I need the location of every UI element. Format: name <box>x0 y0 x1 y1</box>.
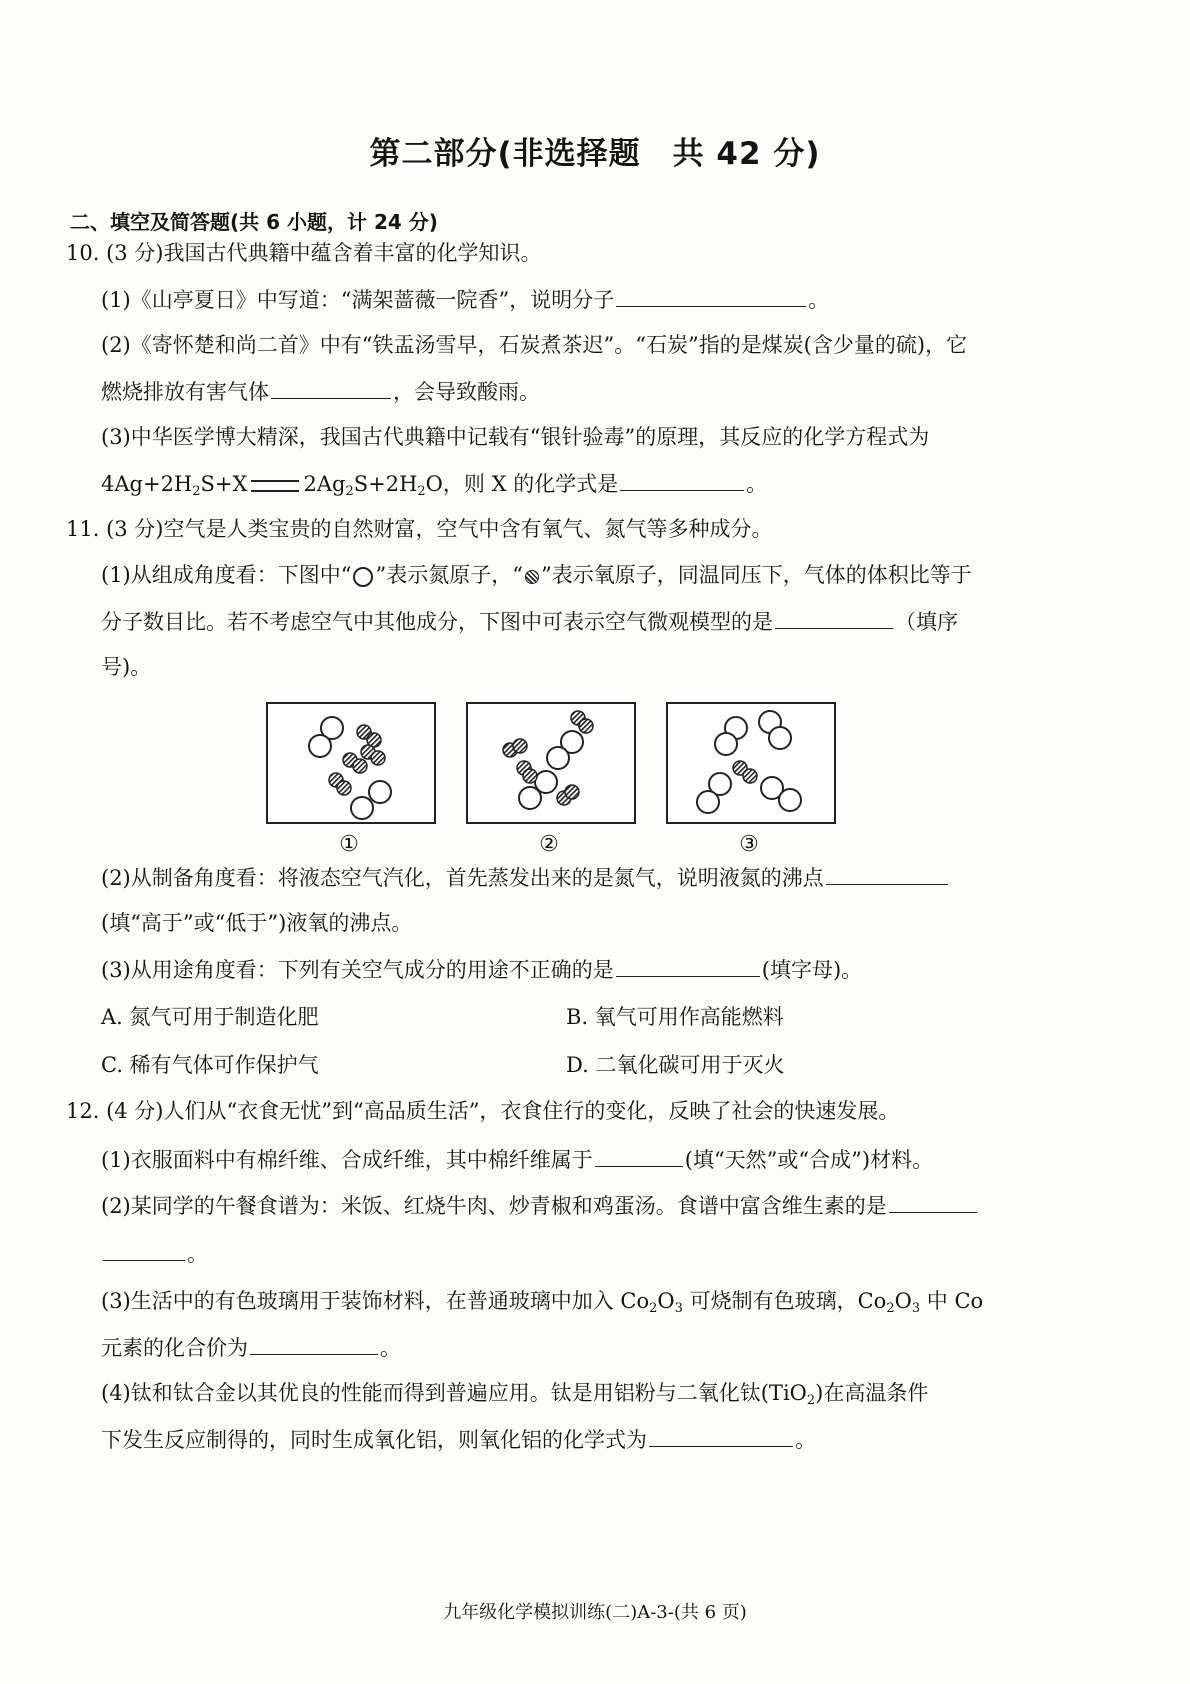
q12-part1-text: (1)衣服面料中有棉纤维、合成纤维，其中棉纤维属于 <box>101 1148 593 1172</box>
q11-part1-text-c: ”表示氧原子，同温同压下，气体的体积比等于 <box>540 563 972 587</box>
q11-part2-line2: (填“高于”或“低于”)液氧的沸点。 <box>101 911 413 935</box>
q12-part2-line1 <box>101 1190 979 1221</box>
answer-blank[interactable] <box>620 468 744 491</box>
subscript: 2 <box>345 484 354 499</box>
oxygen-atom-icon <box>525 570 539 584</box>
q12-part3-text-e: 中 Co <box>920 1289 984 1313</box>
q12-part3-line1 <box>101 1286 983 1316</box>
q10-part2-text: 燃烧排放有害气体 <box>101 380 269 404</box>
answer-blank[interactable] <box>595 1144 683 1167</box>
answer-blank[interactable] <box>616 954 760 977</box>
q10-part2-line1: (2)《寄怀楚和尚二首》中有“铁盂汤雪早，石炭煮茶迟”。“石炭”指的是煤炭(含少量的硫)，它 <box>101 333 968 357</box>
q12-part3-text-f: 元素的化合价为 <box>101 1336 248 1360</box>
q12-part2-text: (2)某同学的午餐食谱为：米饭、红烧牛肉、炒青椒和鸡蛋汤。食谱中富含维生素的是 <box>101 1194 887 1218</box>
q10-part3-end: 。 <box>746 472 768 496</box>
q10-part1-text: (1)《山亭夏日》中写道：“满架蔷薇一院香”，说明分子 <box>101 288 615 312</box>
answer-blank[interactable] <box>271 376 391 399</box>
model-box-1 <box>266 702 436 824</box>
subscript: 3 <box>674 1301 683 1316</box>
q10-part1-end: 。 <box>808 288 830 312</box>
q10-part2-line2 <box>101 376 540 407</box>
subscript: 3 <box>911 1301 921 1316</box>
q11-part2-text: (2)从制备角度看：将液态空气汽化，首先蒸发出来的是氮气，说明液氮的沸点 <box>101 866 824 890</box>
eq-reactant: S+X <box>200 472 248 496</box>
model-label-2: ② <box>539 832 559 857</box>
model-box-3 <box>666 702 836 824</box>
model-label-1: ① <box>339 832 359 857</box>
q12-part4-line2 <box>101 1424 816 1455</box>
q11-part3-end: (填字母)。 <box>761 958 863 982</box>
q11-part1-line3: 号)。 <box>101 655 152 679</box>
option-c: C. 稀有气体可作保护气 <box>101 1053 319 1077</box>
q10-part1 <box>101 284 829 315</box>
subscript: 2 <box>417 484 426 499</box>
page-title: 第二部分(非选择题 共 42 分) <box>369 136 821 172</box>
q12-part4-line1 <box>101 1378 928 1408</box>
model-label-3: ③ <box>739 832 759 857</box>
equal-sign-icon <box>251 480 299 492</box>
q12-stem: 12. (4 分)人们从“衣食无忧”到“高品质生活”，衣食住行的变化，反映了社会的快速发展。 <box>66 1099 900 1123</box>
q12-part3-text-b: O <box>657 1289 675 1313</box>
eq-right: 2Ag <box>303 472 346 496</box>
eq-question: O，则 X 的化学式是 <box>425 472 619 496</box>
q10-part2-end: ，会导致酸雨。 <box>393 380 540 404</box>
q12-part3-line2 <box>101 1332 401 1363</box>
q11-part1-text-d: 分子数目比。若不考虑空气中其他成分，下图中可表示空气微观模型的是 <box>101 610 773 634</box>
answer-blank[interactable] <box>250 1332 378 1355</box>
q12-part3-end: 。 <box>380 1336 401 1360</box>
answer-blank[interactable] <box>775 606 893 629</box>
q12-part2-line2 <box>101 1238 208 1269</box>
q12-part4-text-b: )在高温条件 <box>815 1381 929 1405</box>
subscript: 2 <box>649 1301 658 1316</box>
nitrogen-atom-icon <box>353 567 373 587</box>
q12-part4-text-c: 下发生反应制得的，同时生成氧化铝，则氧化铝的化学式为 <box>101 1428 647 1452</box>
answer-blank[interactable] <box>616 284 806 307</box>
q10-stem: 10. (3 分)我国古代典籍中蕴含着丰富的化学知识。 <box>66 241 542 265</box>
subscript: 2 <box>886 1301 895 1316</box>
subscript: 2 <box>806 1393 816 1408</box>
answer-blank[interactable] <box>889 1190 977 1213</box>
option-a: A. 氮气可用于制造化肥 <box>101 1005 319 1029</box>
page-footer: 九年级化学模拟训练(二)A-3-(共 6 页) <box>443 1602 747 1623</box>
q11-part2-line1 <box>101 862 950 893</box>
q11-stem: 11. (3 分)空气是人类宝贵的自然财富，空气中含有氧气、氮气等多种成分。 <box>66 517 773 541</box>
option-b: B. 氧气可用作高能燃料 <box>566 1005 784 1029</box>
q11-part1-line2 <box>101 606 958 637</box>
q12-part1-end: (填“天然”或“合成”)材料。 <box>684 1148 934 1172</box>
q11-part3 <box>101 954 862 985</box>
q12-part3-text-c: 可烧制有色玻璃，Co <box>682 1289 887 1313</box>
answer-blank[interactable] <box>103 1238 185 1261</box>
q11-part1-text-e: （填序 <box>895 610 958 634</box>
q12-part3-text-d: O <box>894 1289 912 1313</box>
q11-part1-line1 <box>101 560 972 590</box>
answer-blank[interactable] <box>826 862 948 885</box>
q11-part1-text-a: (1)从组成角度看：下图中“ <box>101 563 352 587</box>
subscript: 2 <box>192 484 201 499</box>
q12-part2-end: 。 <box>187 1242 208 1266</box>
q12-part4-text-a: (4)钛和钛合金以其优良的性能而得到普遍应用。钛是用铝粉与二氧化钛(TiO <box>101 1381 807 1405</box>
eq-product: S+2H <box>353 472 418 496</box>
q10-part3-line1: (3)中华医学博大精深，我国古代典籍中记载有“银针验毒”的原理，其反应的化学方程式为 <box>101 425 930 449</box>
section-heading: 二、填空及简答题(共 6 小题，计 24 分) <box>70 210 438 234</box>
q10-equation-line <box>101 468 767 499</box>
option-d: D. 二氧化碳可用于灭火 <box>566 1053 785 1077</box>
q12-part4-end: 。 <box>795 1428 816 1452</box>
q11-part1-text-b: ”表示氮原子，“ <box>375 563 523 587</box>
answer-blank[interactable] <box>649 1424 793 1447</box>
model-box-2 <box>466 702 636 824</box>
q12-part3-text-a: (3)生活中的有色玻璃用于装饰材料，在普通玻璃中加入 Co <box>101 1289 650 1313</box>
q11-part3-text: (3)从用途角度看：下列有关空气成分的用途不正确的是 <box>101 958 614 982</box>
eq-left: 4Ag+2H <box>101 472 193 496</box>
q12-part1 <box>101 1144 933 1175</box>
molecule-model-figure <box>0 702 1190 882</box>
